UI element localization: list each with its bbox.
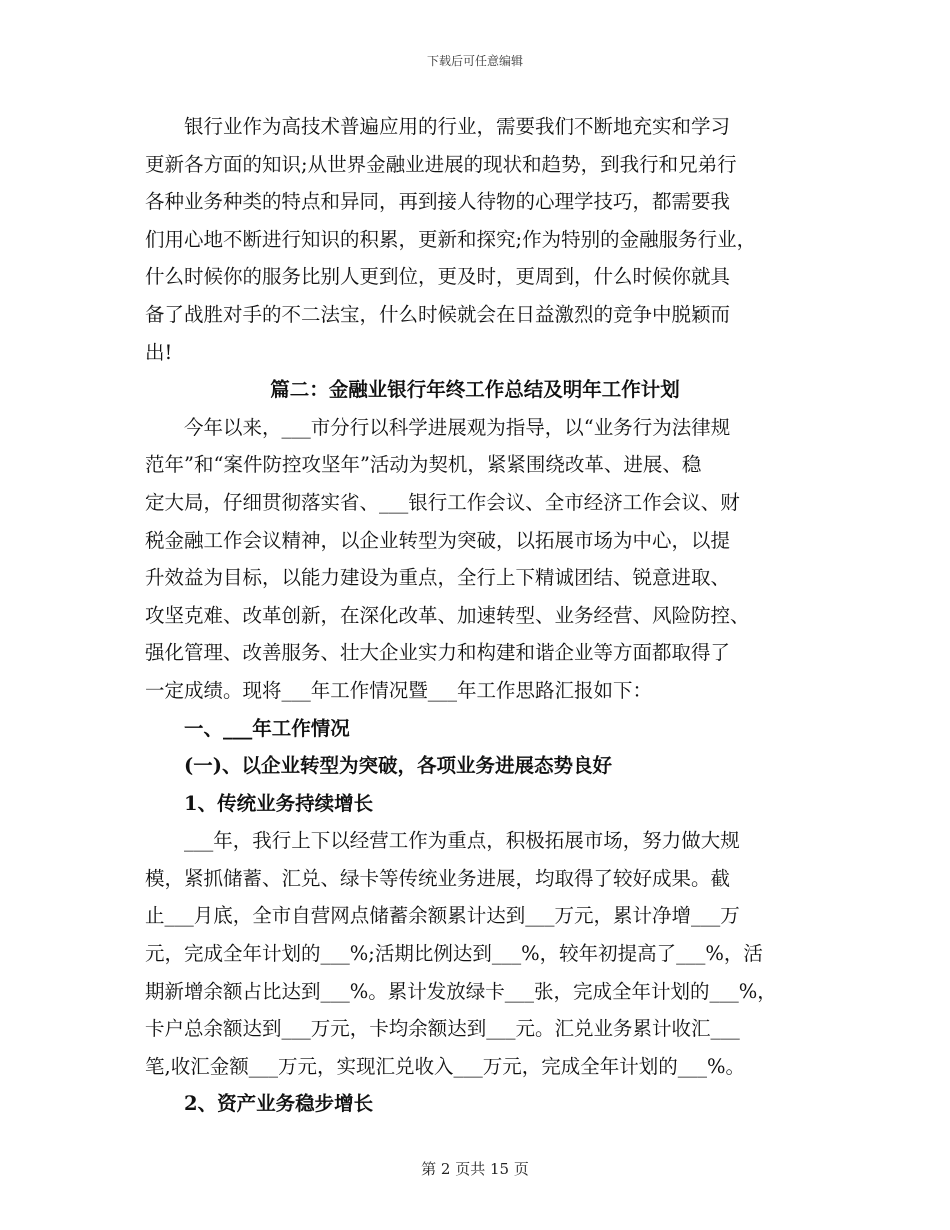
paragraph-line: 元，完成全年计划的___%;活期比例达到___%，较年初提高了___%，活 <box>145 942 763 966</box>
paragraph-line: 更新各方面的知识;从世界金融业进展的现状和趋势，到我行和兄弟行 <box>145 152 737 176</box>
paragraph-line: 什么时候你的服务比别人更到位，更及时，更周到，什么时候你就具 <box>145 265 731 289</box>
paragraph-line: 期新增余额占比达到___%。累计发放绿卡___张，完成全年计划的___%， <box>145 979 777 1003</box>
paragraph-line: 一定成绩。现将___年工作情况暨___年工作思路汇报如下： <box>145 678 653 702</box>
page-header: 下载后可任意编辑 <box>426 54 523 68</box>
paragraph-line: 银行业作为高技术普遍应用的行业，需要我们不断地充实和学习 <box>184 115 731 138</box>
heading-level-3: 2、资产业务稳步增长 <box>184 1092 374 1116</box>
paragraph-line: 模，紧抓储蓄、汇兑、绿卡等传统业务进展，均取得了较好成果。截 <box>145 866 731 890</box>
page-number: 第 2 页共 15 页 <box>421 1160 529 1178</box>
paragraph-line: 强化管理、改善服务、壮大企业实力和构建和谐企业等方面都取得了 <box>145 641 731 665</box>
heading-level-3: 1、传统业务持续增长 <box>184 791 374 815</box>
heading-level-1: 一、___年工作情况 <box>184 716 350 740</box>
paragraph-line: 各种业务种类的特点和异同，再到接人待物的心理学技巧，都需要我 <box>145 190 731 214</box>
paragraph-line: 们用心地不断进行知识的积累，更新和探究;作为特别的金融服务行业， <box>145 227 757 251</box>
paragraph-line: 止___月底，全市自营网点储蓄余额累计达到___万元，累计净增___万 <box>145 904 740 928</box>
document-body <box>145 108 805 1123</box>
paragraph-line: 税金融工作会议精神，以企业转型为突破，以拓展市场为中心，以提 <box>145 528 731 552</box>
section-title: 篇二：金融业银行年终工作总结及明年工作计划 <box>270 378 680 402</box>
paragraph-line: 笔,收汇金额___万元，实现汇兑收入___万元，完成全年计划的___%。 <box>145 1054 745 1078</box>
paragraph-line: 出! <box>145 340 173 364</box>
paragraph-line: 攻坚克难、改革创新，在深化改革、加速转型、业务经营、风险防控、 <box>145 603 750 627</box>
paragraph-line: 升效益为目标，以能力建设为重点，全行上下精诚团结、锐意进取、 <box>145 566 731 590</box>
paragraph-line: 今年以来，___市分行以科学进展观为指导，以“业务行为法律规 <box>184 415 731 439</box>
paragraph-line: 定大局，仔细贯彻落实省、___银行工作会议、全市经济工作会议、财 <box>145 490 740 514</box>
paragraph-line: ___年，我行上下以经营工作为重点，积极拓展市场，努力做大规 <box>184 829 740 853</box>
paragraph-line: 卡户总余额达到___万元，卡均余额达到___元。汇兑业务累计收汇___ <box>145 1017 740 1041</box>
heading-level-2: (一)、以企业转型为突破，各项业务进展态势良好 <box>184 754 612 778</box>
paragraph-line: 范年”和“案件防控攻坚年”活动为契机，紧紧围绕改革、进展、稳 <box>145 453 702 477</box>
paragraph-line: 备了战胜对手的不二法宝，什么时候就会在日益激烈的竞争中脱颖而 <box>145 302 731 326</box>
